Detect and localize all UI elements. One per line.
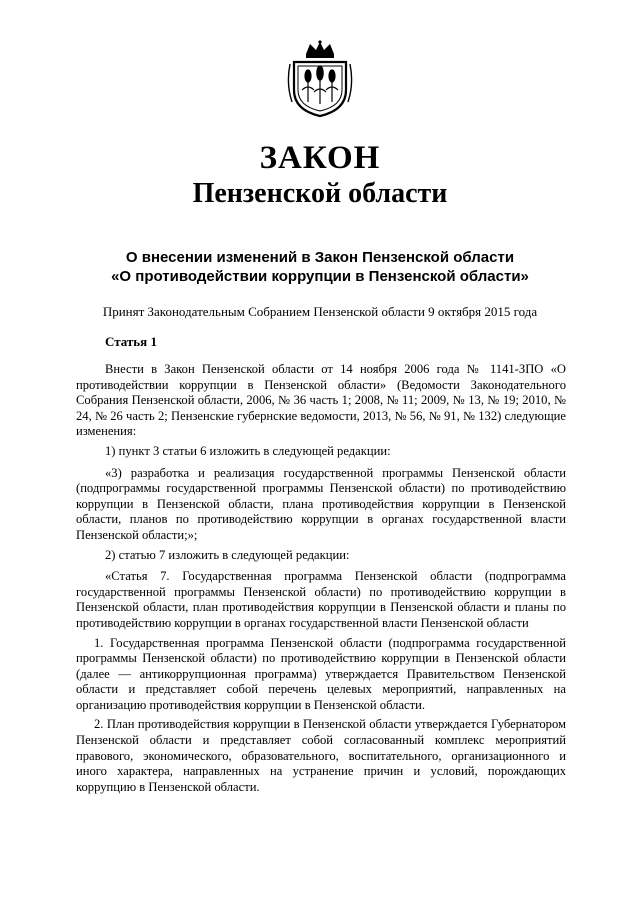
article-paragraph: Внести в Закон Пензенской области от 14 ноября 2006 года № 1141-ЗПО «О противодействии коррупции в Пензенской области» (Ведомости Законодательного Собрания Пензенской области, 2006, № 36 часть 1; 2008, № 11; 2009, № 13, № 19; 2010, № 24, № 26 часть 2; Пензенские губернские ведомости, 2013, № 56, № 91, № 132) следующие изменения:: [76, 362, 566, 439]
article-title: Статья 1: [105, 334, 157, 349]
document-heading: [0, 248, 640, 286]
adoption-note: Принят Законодательным Собранием Пензенской области 9 октября 2015 года: [102, 304, 538, 319]
article-paragraph: 1) пункт 3 статьи 6 изложить в следующей редакции:: [105, 443, 391, 458]
penza-oblast-coat-of-arms-icon: [286, 40, 354, 118]
article-body: [76, 362, 566, 799]
article-paragraph: «3) разработка и реализация государственной программы Пензенской области (подпрограммы государственной программы Пензенской области) по противодействию коррупции в Пензенской области, плана противодействия коррупции в Пензенской области, планов по противодействию коррупции в органах государственной власти Пензенской области;»;: [76, 465, 566, 542]
article-paragraph: 2. План противодействия коррупции в Пензенской области утверждается Губернатором Пензенской области и представляет собой согласованный комплекс мероприятий правового, экономического, образовательного, воспитательного, организационного и иного характера, направленных на устранение причин и условий, порождающих коррупцию в Пензенской области.: [76, 717, 566, 794]
article-paragraph: «Статья 7. Государственная программа Пензенской области (подпрограмма государственной программы Пензенской области) по противодействию коррупции в Пензенской области, план противодействия коррупции в Пензенской области и планы по противодействию коррупции в органах государственной власти Пензенской области: [76, 569, 566, 630]
article-paragraph: 2) статью 7 изложить в следующей редакции:: [105, 547, 350, 562]
document-heading-line: О внесении изменений в Закон Пензенской области: [125, 249, 515, 266]
document-heading-line: «О противодействии коррупции в Пензенской области»: [111, 268, 529, 285]
law-title: ЗАКОН: [259, 140, 381, 176]
law-subtitle: Пензенской области: [192, 178, 448, 209]
article-paragraph: 1. Государственная программа Пензенской области (подпрограмма государственной программы Пензенской области) по противодействию коррупции в Пензенской области (далее — антикоррупционная программа) утверждается Правительством Пензенской области и представляет собой перечень целевых мероприятий, направленных на организацию противодействия коррупции в Пензенской области.: [76, 635, 566, 712]
